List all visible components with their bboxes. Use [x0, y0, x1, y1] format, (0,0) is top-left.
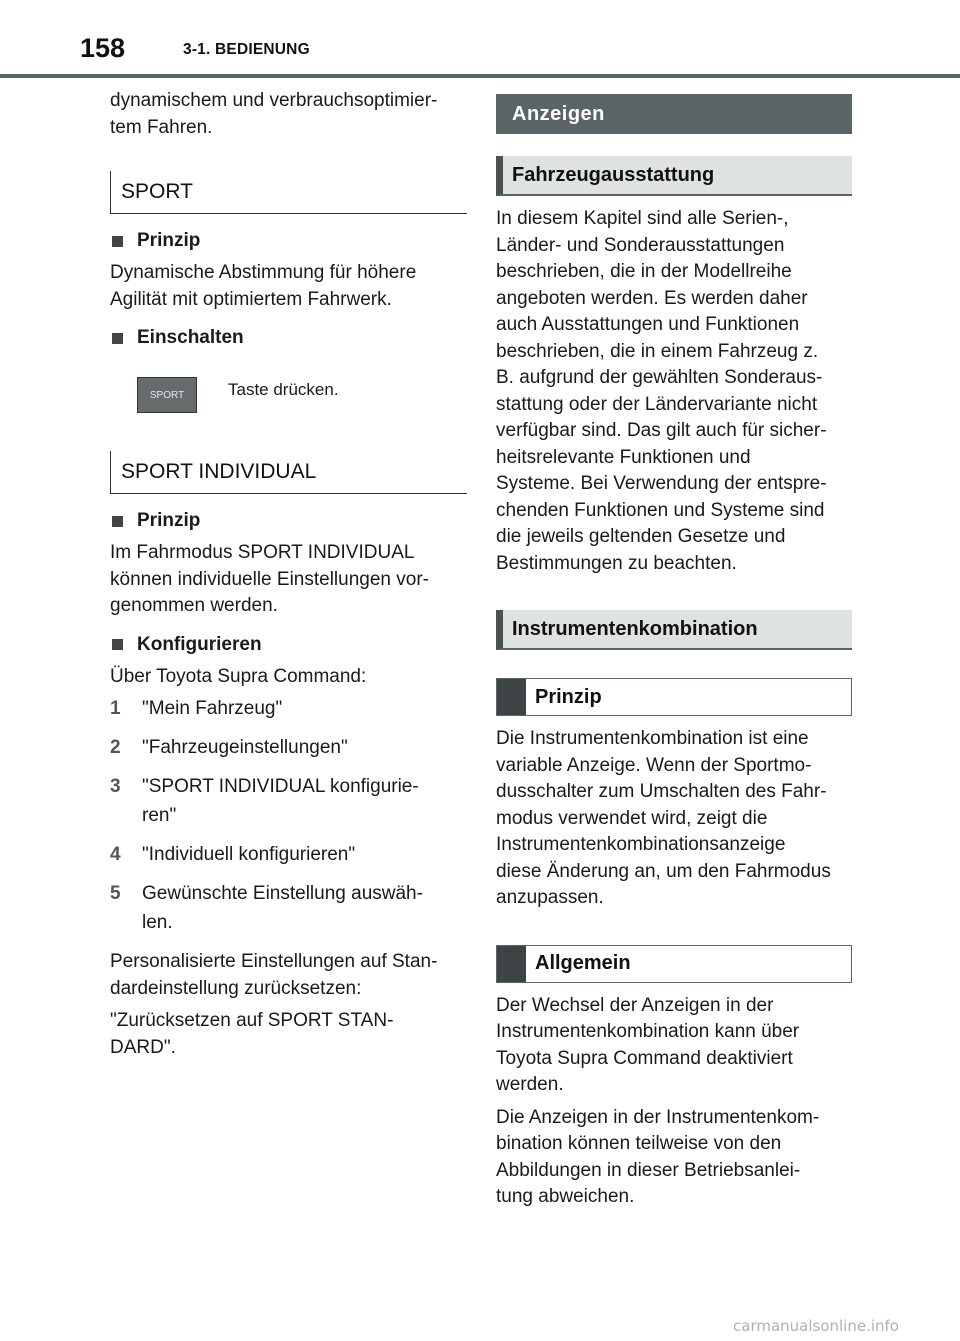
text-line: Länder- und Sonderausstattungen: [496, 234, 785, 256]
text-line: Im Fahrmodus SPORT INDIVIDUAL: [110, 542, 415, 563]
text-line: Toyota Supra Command deaktiviert: [496, 1047, 793, 1069]
page-number: 158: [80, 33, 126, 63]
konfigurieren-intro: Über Toyota Supra Command:: [110, 665, 367, 687]
text-line: Der Wechsel der Anzeigen in der: [496, 994, 774, 1016]
konfigurieren-subheading: [110, 632, 467, 658]
text-line: Systeme. Bei Verwendung der entspre-: [496, 473, 827, 494]
step-text: [142, 879, 423, 937]
text-line: tem Fahren.: [110, 116, 213, 138]
heading-label: Allgemein: [535, 952, 631, 974]
prinzip-paragraph: [496, 726, 852, 912]
square-bullet-icon: [112, 236, 123, 247]
allgemein-paragraph-2: [496, 1105, 852, 1211]
heading-label: Prinzip: [535, 685, 602, 708]
text-line: werden.: [496, 1074, 564, 1095]
text-line: heitsrelevante Funktionen und: [496, 446, 751, 468]
text-line: Bestimmungen zu beachten.: [496, 552, 737, 574]
square-bullet-icon: [112, 516, 123, 527]
step-text: [142, 772, 419, 830]
text-line: len.: [142, 912, 173, 933]
prinzip-subheading: [110, 508, 467, 534]
prinzip-paragraph: [110, 260, 467, 313]
subheading-label: Konfigurieren: [137, 633, 262, 655]
text-line: modus verwendet wird, zeigt die: [496, 807, 768, 829]
sport-individual-heading: SPORT INDIVIDUAL: [110, 451, 467, 494]
text-line: anzupassen.: [496, 887, 604, 908]
intro-paragraph: [110, 80, 467, 141]
text-line: beschrieben, die in der Modellreihe: [496, 261, 792, 282]
subheading-label: Einschalten: [137, 327, 244, 348]
instrumentenkombination-heading: Instrumentenkombination: [496, 610, 852, 650]
text-line: "Individuell konfigurieren": [142, 844, 356, 865]
einschalten-instruction: Taste drücken.: [228, 380, 339, 399]
text-line: "Fahrzeugeinstellungen": [142, 737, 348, 758]
reset-action-paragraph: [110, 1008, 467, 1061]
text-line: beschrieben, die in einem Fahrzeug z.: [496, 340, 819, 362]
list-item: [110, 879, 467, 937]
text-line: dusschalter zum Umschalten des Fahr-: [496, 781, 827, 802]
text-line: Instrumentenkombination kann über: [496, 1021, 800, 1042]
text-line: B. aufgrund der gewählten Sonderaus-: [496, 367, 823, 388]
text-line: Die Anzeigen in der Instrumentenkom-: [496, 1106, 820, 1128]
text-line: tung abweichen.: [496, 1186, 635, 1207]
subheading-label: Prinzip: [137, 510, 201, 531]
fahrzeugausstattung-paragraph: [496, 206, 852, 577]
text-line: dardeinstellung zurücksetzen:: [110, 977, 362, 999]
text-line: ren": [142, 805, 177, 826]
text-line: "Mein Fahrzeug": [142, 698, 283, 719]
list-item: [110, 772, 467, 830]
einschalten-subheading: [110, 325, 467, 351]
list-item: [110, 840, 467, 869]
subheading-label: Prinzip: [137, 230, 201, 251]
text-line: Abbildungen in dieser Betriebsanlei-: [496, 1159, 801, 1181]
text-line: diese Änderung an, um den Fahrmodus: [496, 860, 831, 882]
text-line: angeboten werden. Es werden daher: [496, 287, 808, 309]
text-line: "SPORT INDIVIDUAL konfigurie-: [142, 776, 419, 797]
text-line: Die Instrumentenkombination ist eine: [496, 728, 809, 749]
square-bullet-icon: [112, 639, 123, 650]
text-line: "Zurücksetzen auf SPORT STAN-: [110, 1010, 394, 1031]
text-line: bination können teilweise von den: [496, 1133, 782, 1154]
einschalten-row: [110, 355, 467, 441]
text-line: dynamischem und verbrauchsoptimier-: [110, 90, 438, 111]
prinzip-subheading: [110, 228, 467, 254]
list-item: [110, 694, 467, 723]
allgemein-heading: [496, 945, 852, 983]
text-line: In diesem Kapitel sind alle Serien-,: [496, 208, 789, 229]
heading-marker: [497, 946, 526, 982]
list-item: [110, 733, 467, 762]
allgemein-paragraph-1: [496, 993, 852, 1099]
square-bullet-icon: [112, 333, 123, 344]
text-line: DARD".: [110, 1036, 176, 1058]
step-number: 4: [110, 844, 121, 865]
section-label: 3-1. BEDIENUNG: [183, 41, 310, 58]
text-line: auch Ausstattungen und Funktionen: [496, 314, 800, 335]
steps-list: [110, 694, 467, 937]
step-number: 1: [110, 698, 121, 719]
text-line: chenden Funktionen und Systeme sind: [496, 499, 825, 521]
step-number: 3: [110, 776, 121, 797]
step-text: [142, 694, 282, 723]
text-line: Gewünschte Einstellung auswäh-: [142, 883, 423, 904]
step-text: [142, 733, 348, 762]
page-header: [0, 0, 960, 78]
fahrzeugausstattung-heading: Fahrzeugausstattung: [496, 156, 852, 196]
prinzip-paragraph: [110, 540, 467, 620]
left-column: [110, 80, 467, 1061]
text-line: die jeweils geltenden Gesetze und: [496, 526, 786, 547]
step-number: 5: [110, 883, 121, 904]
prinzip-heading: [496, 678, 852, 716]
header-rule: [0, 74, 960, 78]
reset-paragraph: [110, 949, 467, 1002]
watermark: carmanualsonline.info: [733, 1317, 899, 1335]
text-line: Personalisierte Einstellungen auf Stan-: [110, 951, 438, 972]
anzeigen-heading: Anzeigen: [496, 94, 852, 134]
step-number: 2: [110, 737, 121, 758]
text-line: Dynamische Abstimmung für höhere: [110, 262, 417, 283]
right-column: [496, 80, 852, 1211]
heading-marker: [497, 679, 526, 715]
text-line: variable Anzeige. Wenn der Sportmo-: [496, 754, 812, 776]
text-line: Instrumentenkombinationsanzeige: [496, 834, 786, 855]
text-line: Agilität mit optimiertem Fahrwerk.: [110, 288, 392, 310]
text-line: genommen werden.: [110, 595, 278, 616]
sport-heading: SPORT: [110, 171, 467, 214]
step-text: [142, 840, 355, 869]
text-line: stattung oder der Ländervariante nicht: [496, 393, 818, 415]
text-line: verfügbar sind. Das gilt auch für sicher-: [496, 420, 827, 441]
sport-button: SPORT: [137, 377, 197, 413]
text-line: können individuelle Einstellungen vor-: [110, 568, 429, 590]
